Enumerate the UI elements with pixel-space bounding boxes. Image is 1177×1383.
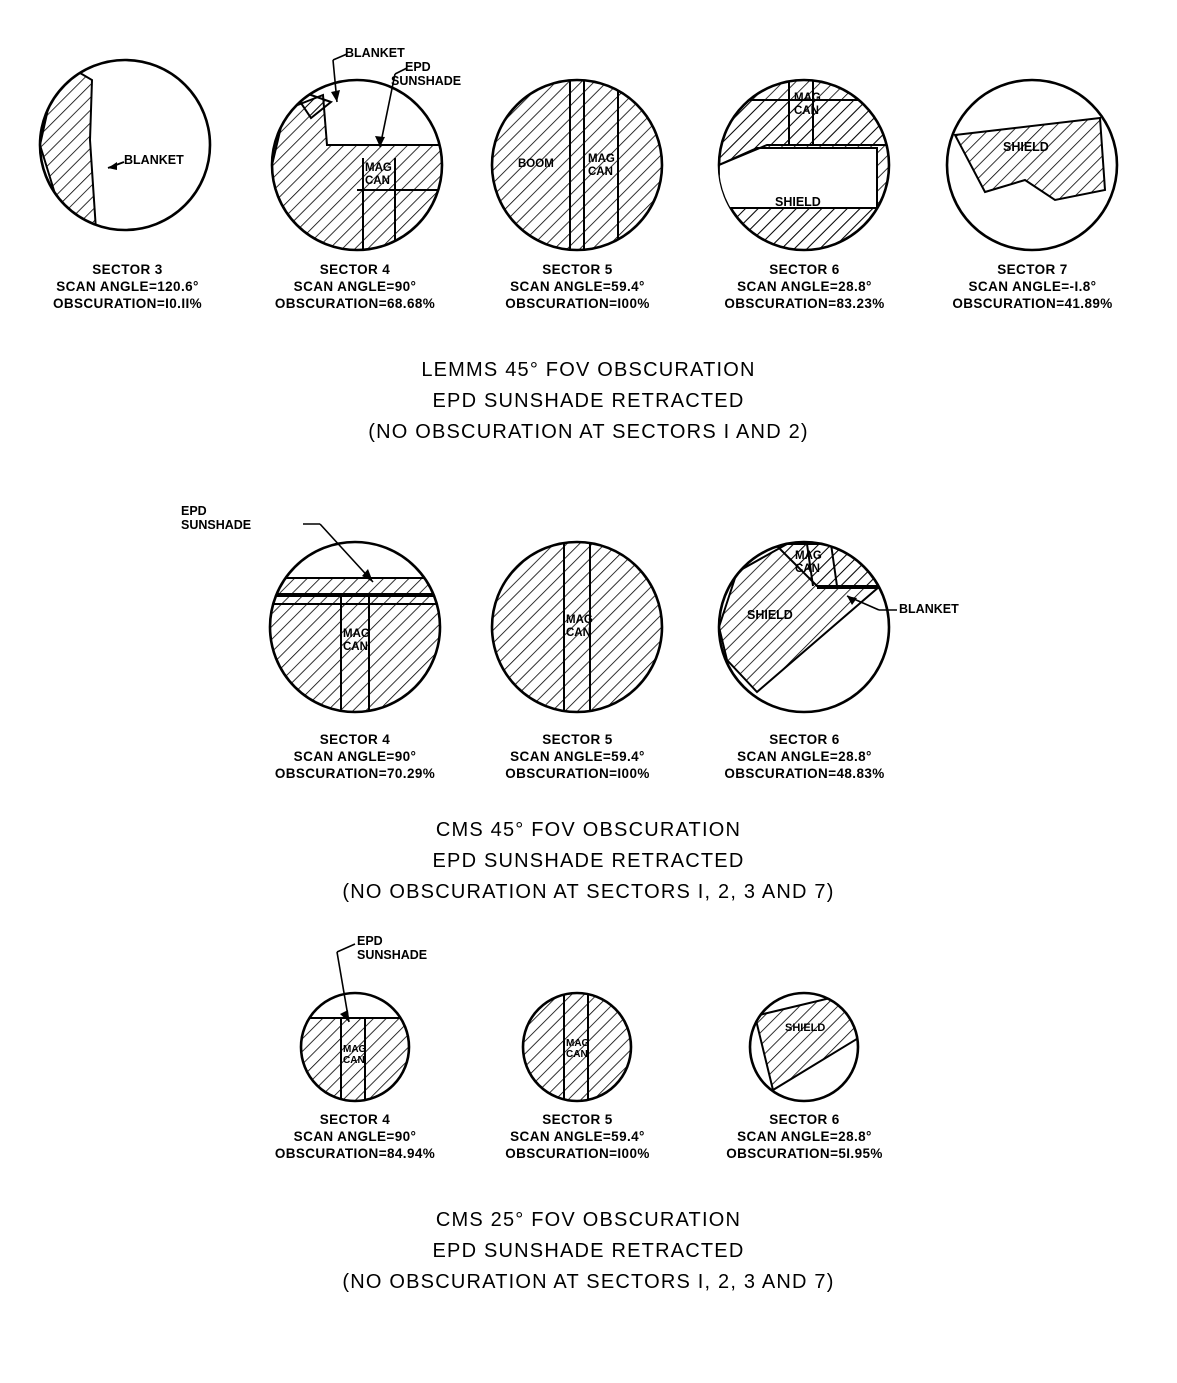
title-line: EPD SUNSHADE RETRACTED: [432, 390, 745, 412]
caption-block: [925, 261, 1140, 312]
caption-block: [245, 261, 465, 312]
inner-label-mag: MAG: [588, 153, 615, 165]
inner-label-can: CAN: [343, 1055, 365, 1066]
obscuration-diagram-lemms-3: [20, 40, 235, 255]
sector-label: SECTOR 6: [769, 1112, 840, 1127]
obscuration-label: OBSCURATION=I00%: [505, 766, 650, 781]
inner-label-can: CAN: [794, 105, 819, 117]
scan-angle-label: SCAN ANGLE=59.4°: [510, 279, 645, 294]
inner-label-can: CAN: [566, 627, 591, 639]
obscuration-diagram-cms45-5: [470, 500, 685, 725]
caption-block: [470, 261, 685, 312]
caption-block: [470, 1111, 685, 1162]
sector-cell-lemms-4: [245, 40, 465, 312]
callout-label-sunshade: SUNSHADE: [357, 948, 428, 962]
obscuration-label: OBSCURATION=70.29%: [274, 766, 436, 781]
scan-angle-label: SCAN ANGLE=90°: [293, 749, 417, 764]
scan-angle-label: SCAN ANGLE=28.8°: [737, 1129, 872, 1144]
title-line: (NO OBSCURATION AT SECTORS I, 2, 3 AND 7): [342, 1271, 835, 1293]
sector-cell-lemms-3: [20, 40, 235, 312]
callout-label-blanket: BLANKET: [345, 46, 405, 60]
sector-label: SECTOR 4: [319, 732, 391, 747]
group-cms-45: [0, 500, 1177, 908]
obscuration-label: OBSCURATION=I00%: [505, 1146, 650, 1161]
obscuration-diagram-cms45-6: [697, 500, 959, 725]
inner-label-can: CAN: [365, 175, 390, 187]
obscuration-diagram-cms45-4: [181, 500, 465, 725]
diagram-row: [0, 930, 1177, 1161]
sector-cell-cms25-4: [245, 930, 465, 1162]
obscuration-label: OBSCURATION=83.23%: [724, 296, 885, 311]
inner-label-mag: MAG: [794, 92, 821, 104]
title-line: (NO OBSCURATION AT SECTORS I, 2, 3 AND 7): [342, 881, 835, 903]
callout-label-sunshade: SUNSHADE: [181, 518, 252, 532]
sector-label: SECTOR 5: [542, 732, 613, 747]
obscuration-label: OBSCURATION=I0.II%: [52, 296, 203, 311]
group-lemms-45: [0, 40, 1177, 448]
inner-label-mag: MAG: [566, 1038, 590, 1049]
inner-label-can: CAN: [588, 166, 613, 178]
title-line: CMS 25° FOV OBSCURATION: [435, 1209, 742, 1231]
sector-cell-lemms-7: [925, 40, 1140, 312]
sector-cell-cms45-5: [470, 500, 685, 782]
callout-label-blanket: BLANKET: [899, 602, 959, 616]
obscuration-label: OBSCURATION=84.94%: [274, 1146, 436, 1161]
title-line: CMS 45° FOV OBSCURATION: [435, 819, 742, 841]
inner-label-mag: MAG: [343, 1044, 367, 1055]
sector-label: SECTOR 5: [542, 262, 613, 277]
title-line: EPD SUNSHADE RETRACTED: [432, 1240, 745, 1262]
obscuration-diagram-cms25-6: [697, 930, 912, 1105]
title-line: (NO OBSCURATION AT SECTORS I AND 2): [368, 421, 809, 443]
obscuration-label: OBSCURATION=41.89%: [952, 296, 1113, 311]
sector-label: SECTOR 6: [769, 732, 840, 747]
group-title-lemms-45: [0, 355, 1177, 448]
inner-label-can: CAN: [343, 641, 368, 653]
group-title-cms-45: [0, 815, 1177, 908]
inner-label-mag: MAG: [365, 162, 392, 174]
caption-block: [697, 1111, 912, 1162]
caption-block: [245, 731, 465, 782]
scan-angle-label: SCAN ANGLE=90°: [293, 1129, 417, 1144]
obscuration-diagram-lemms-6: [697, 40, 912, 255]
sector-label: SECTOR 4: [319, 1112, 391, 1127]
inner-label-shield: SHIELD: [1003, 140, 1049, 154]
sector-label: SECTOR 7: [997, 262, 1068, 277]
caption-block: [20, 261, 235, 312]
scan-angle-label: SCAN ANGLE=-I.8°: [968, 279, 1097, 294]
inner-label-boom: BOOM: [518, 158, 554, 170]
sector-cell-cms25-5: [470, 930, 685, 1162]
scan-angle-label: SCAN ANGLE=28.8°: [737, 279, 872, 294]
caption-block: [697, 731, 912, 782]
scan-angle-label: SCAN ANGLE=90°: [293, 279, 417, 294]
sector-label: SECTOR 5: [542, 1112, 613, 1127]
inner-label-mag: MAG: [566, 614, 593, 626]
callout-label-sunshade: SUNSHADE: [391, 74, 462, 88]
obscuration-label: OBSCURATION=48.83%: [724, 766, 885, 781]
obscuration-diagram-lemms-4: [245, 40, 465, 255]
obscuration-label: OBSCURATION=5I.95%: [726, 1146, 883, 1161]
sector-cell-lemms-5: [470, 40, 685, 312]
inner-label-can: CAN: [795, 563, 820, 575]
obscuration-label: OBSCURATION=I00%: [505, 296, 650, 311]
inner-label-mag: MAG: [795, 550, 822, 562]
obscuration-diagram-cms25-4: [245, 930, 465, 1105]
inner-label-shield: SHIELD: [747, 608, 793, 622]
title-line: EPD SUNSHADE RETRACTED: [432, 850, 745, 872]
sector-cell-cms25-6: [697, 930, 912, 1162]
inner-label-shield: SHIELD: [775, 195, 821, 209]
callout-label-epd: EPD: [181, 504, 207, 518]
obscuration-diagram-lemms-5: [470, 40, 685, 255]
inner-label-shield: SHIELD: [785, 1022, 826, 1034]
sector-label: SECTOR 4: [319, 262, 391, 277]
diagram-row: [0, 40, 1177, 311]
sector-cell-cms45-6: [697, 500, 959, 782]
callout-label-epd: EPD: [357, 934, 383, 948]
callout-label-epd: EPD: [405, 60, 431, 74]
caption-block: [245, 1111, 465, 1162]
obscuration-label: OBSCURATION=68.68%: [274, 296, 436, 311]
scan-angle-label: SCAN ANGLE=120.6°: [56, 279, 199, 294]
scan-angle-label: SCAN ANGLE=59.4°: [510, 1129, 645, 1144]
sector-label: SECTOR 6: [769, 262, 840, 277]
inner-label-can: CAN: [566, 1049, 588, 1060]
inner-label-mag: MAG: [343, 628, 370, 640]
callout-label-blanket: BLANKET: [124, 153, 184, 167]
title-line: LEMMS 45° FOV OBSCURATION: [421, 359, 756, 381]
caption-block: [697, 261, 912, 312]
group-title-cms-25: [0, 1205, 1177, 1298]
obscuration-diagram-lemms-7: [925, 40, 1140, 255]
scan-angle-label: SCAN ANGLE=28.8°: [737, 749, 872, 764]
diagram-row: [0, 500, 1177, 781]
sector-cell-cms45-4: [181, 500, 465, 782]
sector-label: SECTOR 3: [92, 262, 163, 277]
scan-angle-label: SCAN ANGLE=59.4°: [510, 749, 645, 764]
caption-block: [470, 731, 685, 782]
group-cms-25: [0, 930, 1177, 1298]
obscuration-diagram-cms25-5: [470, 930, 685, 1105]
sector-cell-lemms-6: [697, 40, 912, 312]
